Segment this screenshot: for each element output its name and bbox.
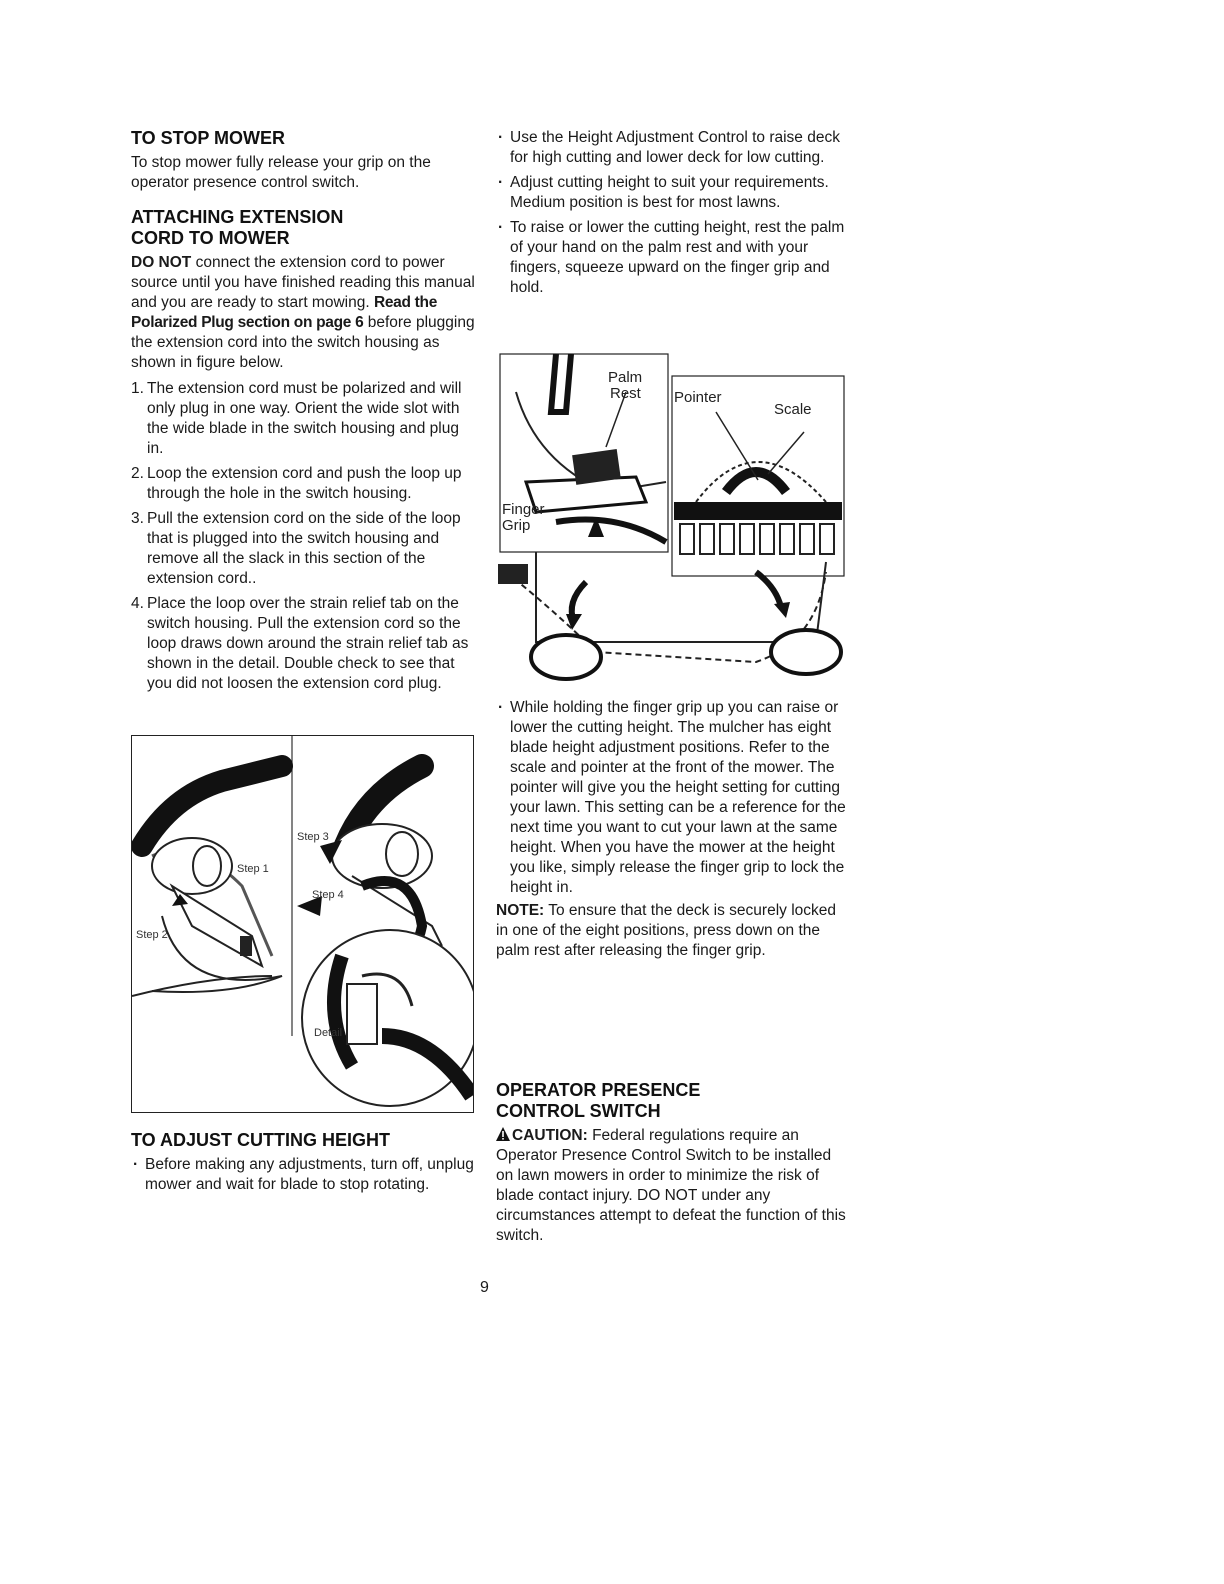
adjust-height-heading: TO ADJUST CUTTING HEIGHT [131,1130,391,1150]
figure-label-step2: Step 2 [136,929,168,941]
right-column-lower [496,698,852,961]
list-item: · Use the Height Adjustment Control to raise deck for high cutting and lower deck for low cutting. [496,128,852,168]
list-item: 4. Place the loop over the strain relief tab on the switch housing. Pull the extension cord so the loop draws down around the strain relief tab as shown in the detail. Double check to see that you did not loosen the extension cord plug. [131,595,469,692]
extension-cord-figure [131,735,474,1113]
list-item: 2. Loop the extension cord and push the loop up through the hole in the switch housing. [131,465,462,502]
left-column [131,128,476,699]
holding-grip-bullets [496,698,852,898]
attach-cord-heading-line1: ATTACHING EXTENSION [131,207,344,227]
opc-heading-line1: OPERATOR PRESENCE [496,1080,701,1100]
figure-label-step1: Step 1 [237,863,269,875]
do-not-emphasis: DO NOT [131,254,192,271]
list-item: 3. Pull the extension cord on the side of the loop that is plugged into the switch housing and remove all the slack in this section of the extension cord.. [131,510,461,587]
figure-label-step3: Step 3 [297,831,329,843]
figure-label-finger: Finger [502,501,545,518]
list-item: · Adjust cutting height to suit your requirements. Medium position is best for most lawns. [496,173,852,213]
mower-height-illustration [496,352,848,684]
list-item: · To raise or lower the cutting height, rest the palm of your hand on the palm rest and with your fingers, squeeze upward on the finger grip and hold. [496,218,852,298]
deck-lock-note: NOTE: To ensure that the deck is securely locked in one of the eight positions, press down on the palm rest after releasing the finger grip. [496,902,837,959]
height-adjustment-figure [496,352,848,684]
list-item: · While holding the finger grip up you can raise or lower the cutting height. The mulcher has eight blade height adjustment positions. Refer to the scale and pointer at the front of the mower. The pointer will give you the height setting for cutting your lawn. This setting can be a reference for the next time you want to cut your lawn at the same height. When you have the mower at the height you like, simply release the finger grip to lock the height in. [496,698,852,898]
opc-heading-line2: CONTROL SWITCH [496,1101,661,1121]
list-item: · Before making any adjustments, turn off, unplug mower and wait for blade to stop rotating. [131,1155,476,1195]
figure-label-rest: Rest [610,385,641,402]
attach-steps-list [131,379,476,694]
operator-presence-section [496,1080,852,1246]
adjust-height-section [131,1130,476,1200]
caution-text: CAUTION: Federal regulations require an Operator Presence Control Switch to be installed on lawn mowers in order to minimize the risk of blade contact injury. DO NOT under any circumstances attempt to defeat the function of this switch. [496,1127,846,1244]
warning-triangle-icon [496,1127,510,1141]
list-item: 1. The extension cord must be polarized and will only plug in one way. Orient the wide slot with the wide blade in the switch housing and plug in. [131,380,462,457]
attach-cord-intro: DO NOT connect the extension cord to power source until you have finished reading this manual and you are ready to start mowing. Read the Polarized Plug section on page 6 before plugging the extension cord into the switch housing as shown in figure below. [131,254,475,371]
figure-label-palm: Palm [608,369,643,386]
caution-label: CAUTION: [512,1127,588,1144]
stop-mower-text: To stop mower fully release your grip on the operator presence control switch. [131,154,431,191]
right-column [496,128,852,303]
figure-label-scale: Scale [774,401,812,418]
extension-cord-illustration [132,736,473,1112]
figure-label-grip: Grip [502,517,531,534]
height-adjust-bullets [496,128,852,298]
figure-label-step4: Step 4 [312,889,344,901]
stop-mower-heading: TO STOP MOWER [131,128,286,148]
page-number: 9 [480,1279,489,1296]
figure-label-detail: Detail [314,1027,343,1039]
figure-label-pointer: Pointer [674,389,722,406]
attach-cord-heading-line2: CORD TO MOWER [131,228,290,248]
adjust-height-bullets [131,1155,476,1195]
note-label: NOTE: [496,902,545,919]
polarized-plug-reference: Read the Polarized Plug section on page 6 [131,294,438,331]
